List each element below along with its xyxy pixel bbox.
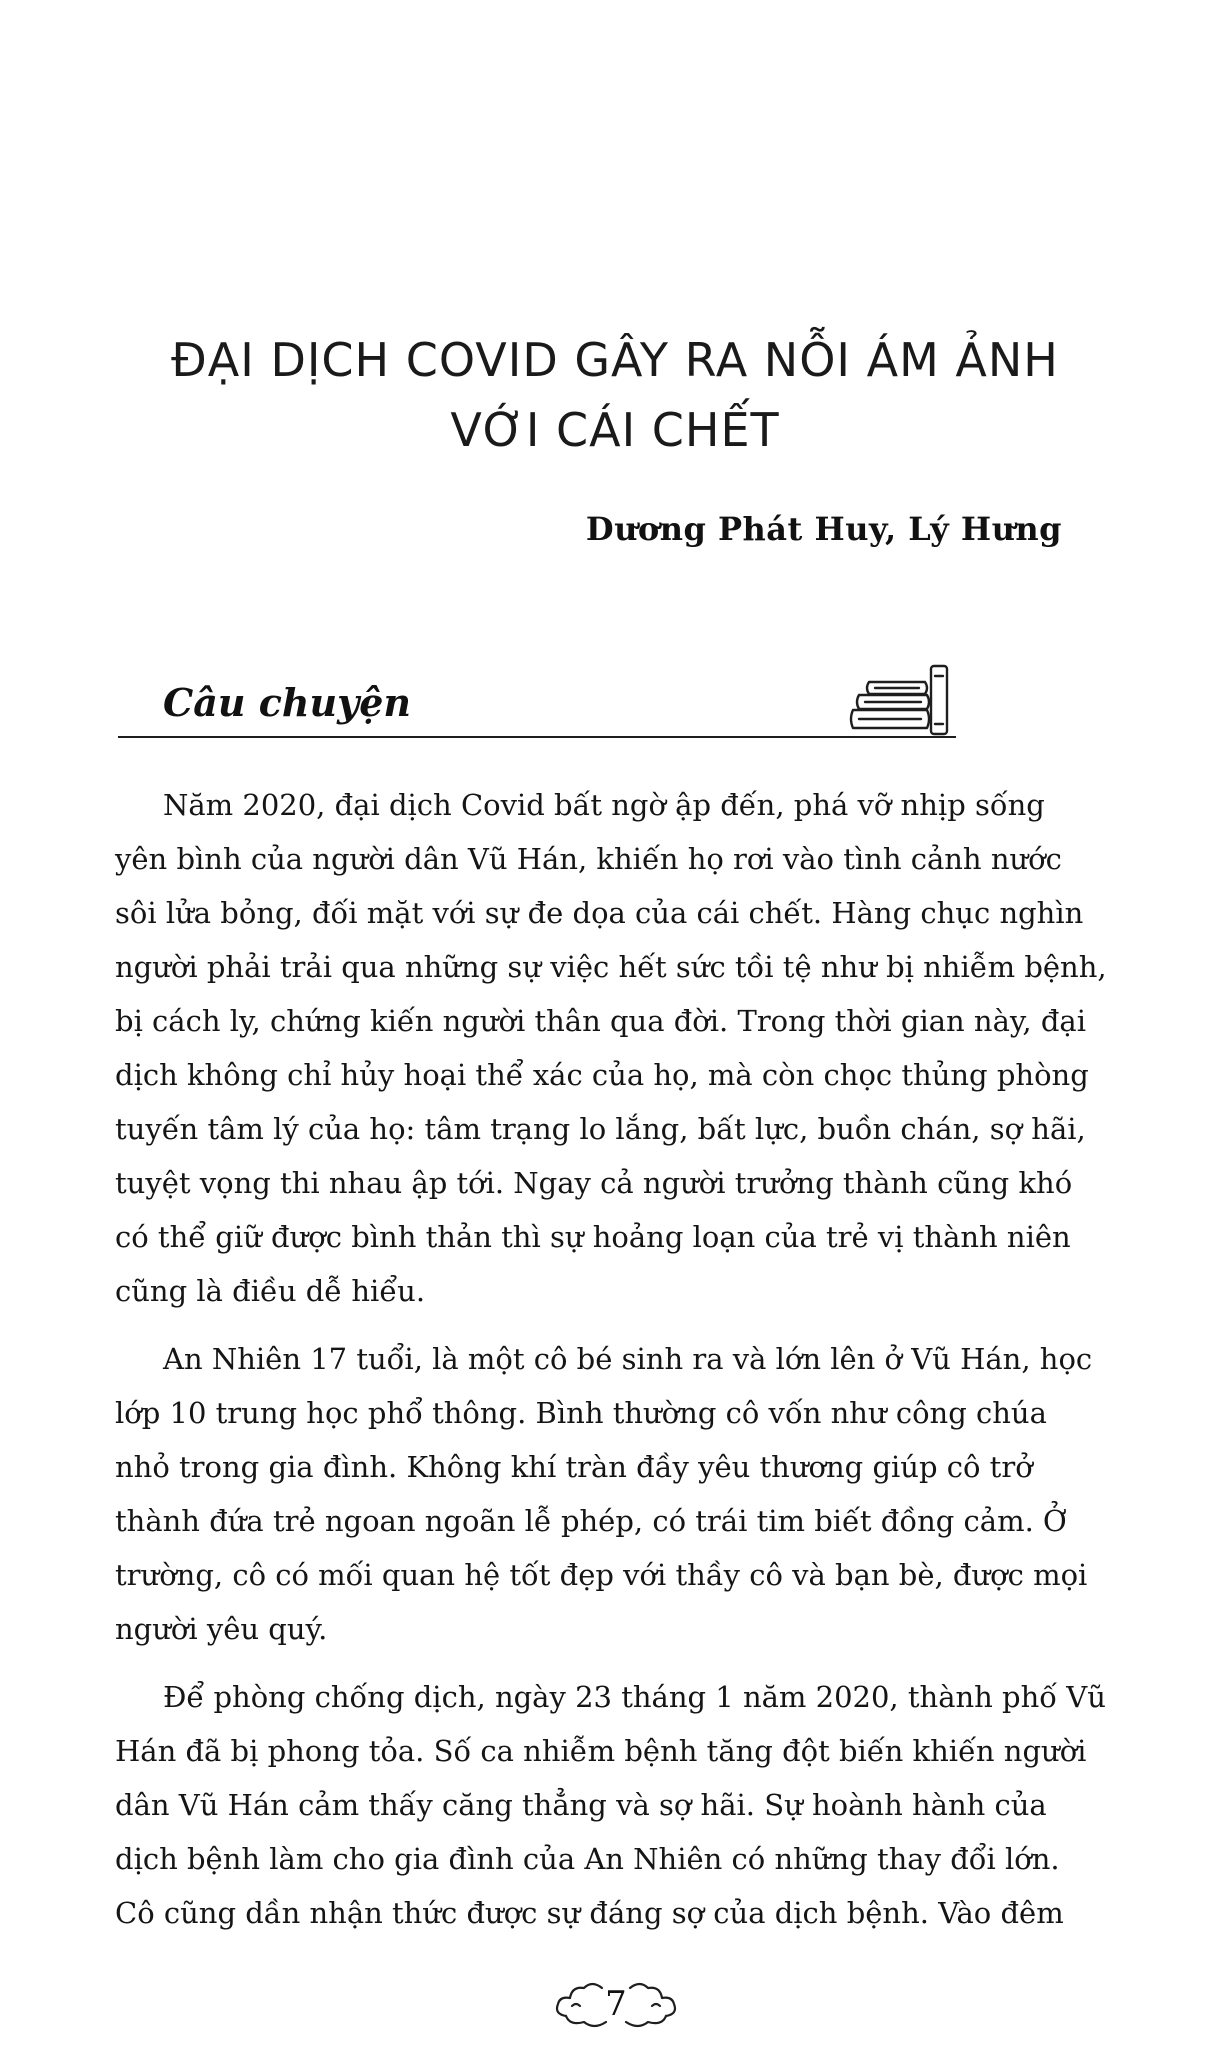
chapter-author: Dương Phát Huy, Lý Hưng [585,510,1062,548]
text-line: có thể giữ được bình thản thì sự hoảng loạn của trẻ vị thành niên [115,1220,1071,1254]
text-line: người phải trải qua những sự việc hết sức tồi tệ như bị nhiễm bệnh, [115,950,1107,984]
text-line: tuyệt vọng thi nhau ập tới. Ngay cả người trưởng thành cũng khó [115,1166,1073,1200]
text-line: trường, cô có mối quan hệ tốt đẹp với thầy cô và bạn bè, được mọi [115,1558,1088,1592]
text-line: yên bình của người dân Vũ Hán, khiến họ rơi vào tình cảnh nước [115,842,1062,876]
text-line: sôi lửa bỏng, đối mặt với sự đe dọa của cái chết. Hàng chục nghìn [115,896,1084,930]
paragraph-1 [115,778,1120,1318]
section-heading: Câu chuyện [163,680,412,725]
text-line: dịch không chỉ hủy hoại thể xác của họ, mà còn chọc thủng phòng [115,1058,1089,1092]
books-icon [845,662,957,738]
text-line: tuyến tâm lý của họ: tâm trạng lo lắng, bất lực, buồn chán, sợ hãi, [115,1112,1086,1146]
page-number: 7 [605,1984,627,2024]
text-line: nhỏ trong gia đình. Không khí tràn đầy yêu thương giúp cô trở [115,1450,1033,1484]
text-line: Năm 2020, đại dịch Covid bất ngờ ập đến, phá vỡ nhịp sống [163,788,1045,822]
text-line: An Nhiên 17 tuổi, là một cô bé sinh ra và lớn lên ở Vũ Hán, học [163,1342,1093,1376]
text-line: dịch bệnh làm cho gia đình của An Nhiên có những thay đổi lớn. [115,1842,1060,1876]
paragraph-3 [115,1670,1120,1940]
paragraph-2 [115,1332,1120,1656]
text-line: bị cách ly, chứng kiến người thân qua đời. Trong thời gian này, đại [115,1004,1086,1038]
chapter-title-line-1: ĐẠI DỊCH COVID GÂY RA NỖI ÁM ẢNH [171,333,1059,387]
text-line: cũng là điều dễ hiểu. [115,1274,426,1308]
body-text [115,778,1120,1940]
text-line: người yêu quý. [115,1612,328,1646]
section-divider [118,736,956,738]
text-line: Để phòng chống dịch, ngày 23 tháng 1 năm 2020, thành phố Vũ [163,1680,1106,1714]
text-line: lớp 10 trung học phổ thông. Bình thường cô vốn như công chúa [115,1396,1047,1430]
text-line: dân Vũ Hán cảm thấy căng thẳng và sợ hãi. Sự hoành hành của [115,1788,1047,1822]
text-line: Cô cũng dần nhận thức được sự đáng sợ của dịch bệnh. Vào đêm [115,1896,1064,1930]
chapter-title-line-2: VỚI CÁI CHẾT [450,403,780,457]
text-line: Hán đã bị phong tỏa. Số ca nhiễm bệnh tăng đột biến khiến người [115,1734,1087,1768]
text-line: thành đứa trẻ ngoan ngoãn lễ phép, có trái tim biết đồng cảm. Ở [115,1504,1067,1538]
